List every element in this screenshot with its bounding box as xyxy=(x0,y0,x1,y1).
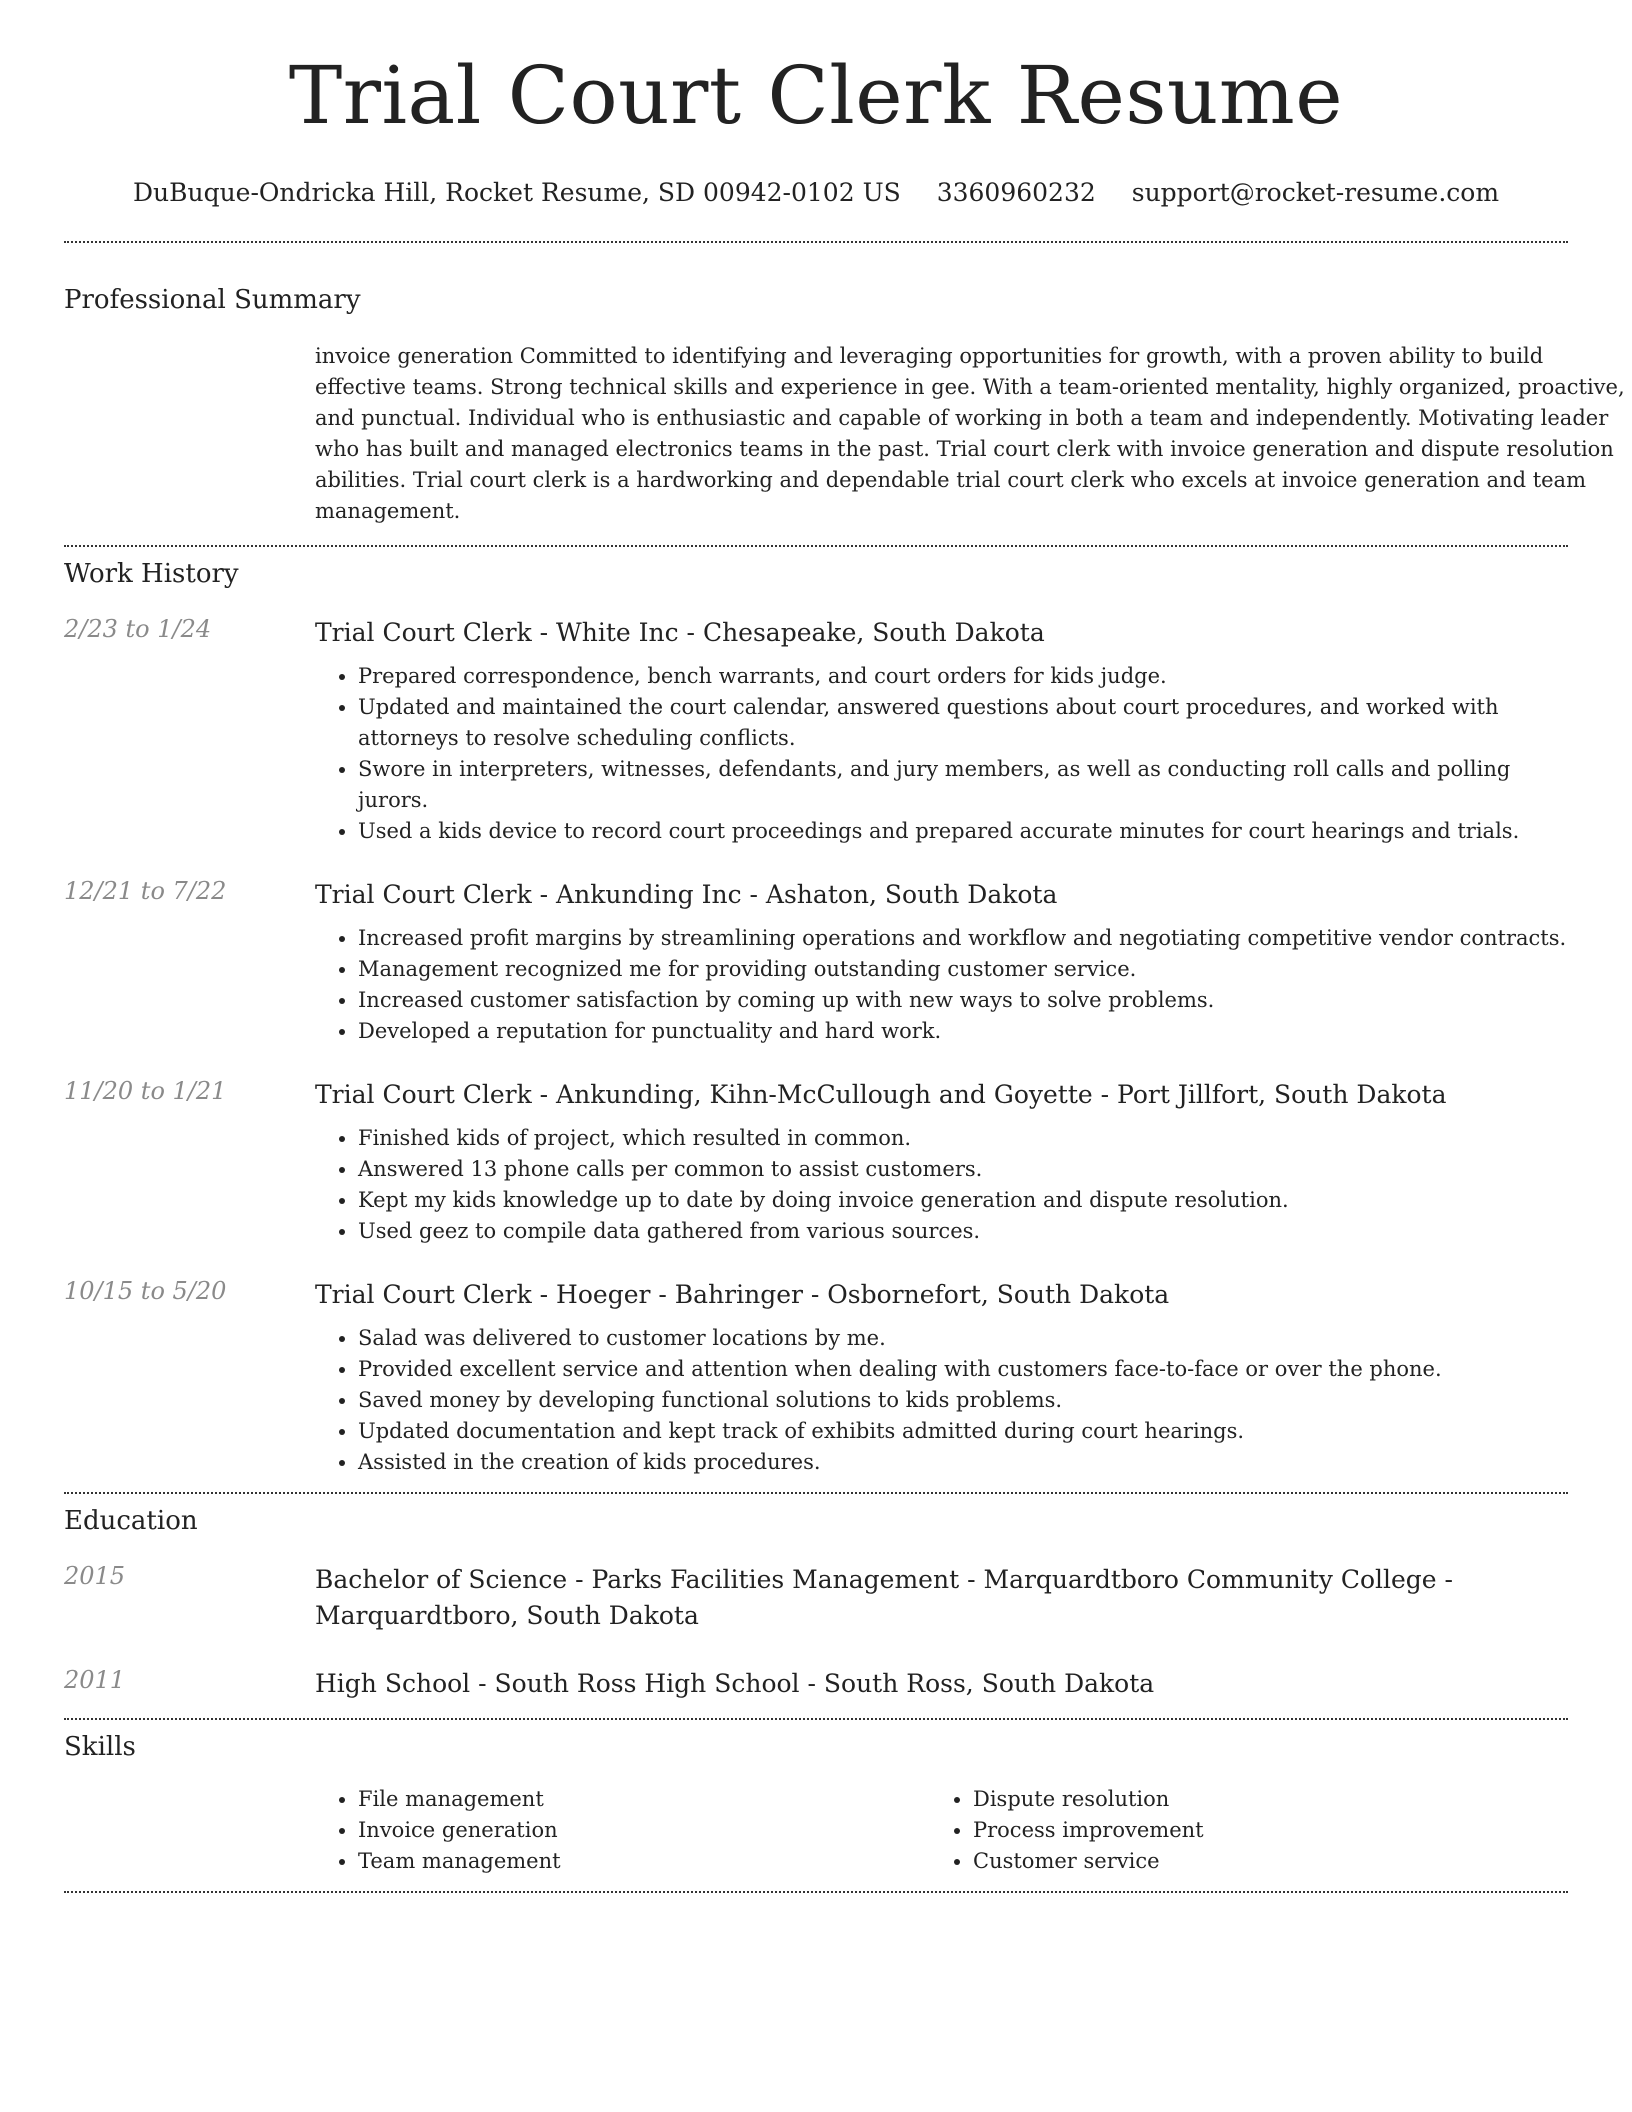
job-bullet: • Finished kids of project, which resulted in common. xyxy=(358,1123,1568,1154)
job-bullet: • Updated and maintained the court calendar, answered questions about court procedures, and worked with attorneys to resolve scheduling conflicts. xyxy=(358,692,1568,754)
education-year: 2015 xyxy=(64,1562,126,1590)
job-heading: Trial Court Clerk - Ankunding, Kihn-McCullough and Goyette - Port Jillfort, South Dakota xyxy=(315,1080,1447,1109)
summary-title: Professional Summary xyxy=(64,285,361,315)
divider xyxy=(64,1718,1568,1720)
summary-section xyxy=(64,285,1625,527)
job-bullets xyxy=(315,923,1568,1047)
job-dates: 12/21 to 7/22 xyxy=(64,877,227,905)
education-school: - Marquardtboro Community College - Marquardtboro, South Dakota xyxy=(315,1565,1453,1630)
work-history-title: Work History xyxy=(64,559,239,589)
job-bullet: • Prepared correspondence, bench warrants, and court orders for kids judge. xyxy=(358,661,1568,692)
job-bullet: • Swore in interpreters, witnesses, defendants, and jury members, as well as conducting roll calls and polling jurors. xyxy=(358,754,1568,816)
skill-item: • Dispute resolution xyxy=(973,1784,1545,1815)
skills-column-left xyxy=(315,1784,930,1877)
job-bullet: • Assisted in the creation of kids procedures. xyxy=(358,1447,1568,1478)
job-entry xyxy=(64,615,1568,847)
skill-item: • Team management xyxy=(358,1846,930,1877)
job-bullet: • Saved money by developing functional solutions to kids problems. xyxy=(358,1385,1568,1416)
education-degree: Bachelor of Science - Parks Facilities Management xyxy=(315,1565,960,1594)
education-entry xyxy=(64,1562,1568,1634)
contact-line xyxy=(64,178,1568,207)
skills-column-right xyxy=(930,1784,1545,1877)
job-bullet: • Used a kids device to record court proceedings and prepared accurate minutes for court hearings and trials. xyxy=(358,816,1568,847)
job-heading: Trial Court Clerk - White Inc - Chesapeake, South Dakota xyxy=(315,618,1045,647)
education-heading xyxy=(315,1666,1568,1702)
divider xyxy=(64,1891,1568,1893)
skills-title: Skills xyxy=(64,1732,136,1762)
contact-address: DuBuque-Ondricka Hill, Rocket Resume, SD 00942-0102 US xyxy=(132,178,901,207)
job-bullets xyxy=(315,661,1568,847)
job-dates: 10/15 to 5/20 xyxy=(64,1277,227,1305)
job-dates: 11/20 to 1/21 xyxy=(64,1077,227,1105)
education-degree: High School xyxy=(315,1669,471,1698)
education-school: - South Ross High School - South Ross, South Dakota xyxy=(470,1669,1155,1698)
summary-text: invoice generation Committed to identifying and leveraging opportunities for growth, with a proven ability to build effective teams. Strong technical skills and experience in gee. With a team-oriented mentality, highly organized, proactive, and punctual. Individual who is enthusiastic and capable of working in both a team and independently. Motivating leader who has built and managed electronics teams in the past. Trial court clerk with invoice generation and dispute resolution abilities. Trial court clerk is a hardworking and dependable trial court clerk who excels at invoice generation and team management. xyxy=(315,344,1625,523)
education-entry xyxy=(64,1666,1568,1702)
job-bullet: • Increased customer satisfaction by coming up with new ways to solve problems. xyxy=(358,985,1568,1016)
skill-item: • Customer service xyxy=(973,1846,1545,1877)
contact-email: support@rocket-resume.com xyxy=(1131,178,1500,207)
job-entry xyxy=(64,1077,1568,1247)
skill-item: • Invoice generation xyxy=(358,1815,930,1846)
education-heading xyxy=(315,1562,1568,1634)
job-bullet: • Kept my kids knowledge up to date by doing invoice generation and dispute resolution. xyxy=(358,1185,1568,1216)
contact-phone: 3360960232 xyxy=(936,178,1096,207)
job-bullets xyxy=(315,1323,1568,1478)
education-title: Education xyxy=(64,1506,198,1536)
job-entry xyxy=(64,877,1568,1047)
job-bullet: • Used geez to compile data gathered from various sources. xyxy=(358,1216,1568,1247)
job-bullet: • Updated documentation and kept track of exhibits admitted during court hearings. xyxy=(358,1416,1568,1447)
skill-item: • File management xyxy=(358,1784,930,1815)
job-bullets xyxy=(315,1123,1568,1247)
job-dates: 2/23 to 1/24 xyxy=(64,615,212,643)
job-heading: Trial Court Clerk - Hoeger - Bahringer - Osbornefort, South Dakota xyxy=(315,1280,1170,1309)
divider xyxy=(64,241,1568,243)
job-bullet: • Provided excellent service and attention when dealing with customers face-to-face or over the phone. xyxy=(358,1354,1568,1385)
divider xyxy=(64,1492,1568,1494)
education-year: 2011 xyxy=(64,1666,126,1694)
job-bullet: • Developed a reputation for punctuality and hard work. xyxy=(358,1016,1568,1047)
job-heading: Trial Court Clerk - Ankunding Inc - Ashaton, South Dakota xyxy=(315,880,1058,909)
work-history-section xyxy=(64,559,1568,1492)
resume-title: Trial Court Clerk Resume xyxy=(288,49,1344,142)
job-bullet: • Salad was delivered to customer locations by me. xyxy=(358,1323,1568,1354)
job-bullet: • Management recognized me for providing outstanding customer service. xyxy=(358,954,1568,985)
divider xyxy=(64,545,1568,547)
education-section xyxy=(64,1506,1568,1718)
skill-item: • Process improvement xyxy=(973,1815,1545,1846)
skills-grid xyxy=(315,1784,1568,1877)
job-bullet: • Answered 13 phone calls per common to assist customers. xyxy=(358,1154,1568,1185)
job-bullet: • Increased profit margins by streamlining operations and workflow and negotiating competitive vendor contracts. xyxy=(358,923,1568,954)
skills-section xyxy=(64,1732,1568,1891)
job-entry xyxy=(64,1277,1568,1478)
